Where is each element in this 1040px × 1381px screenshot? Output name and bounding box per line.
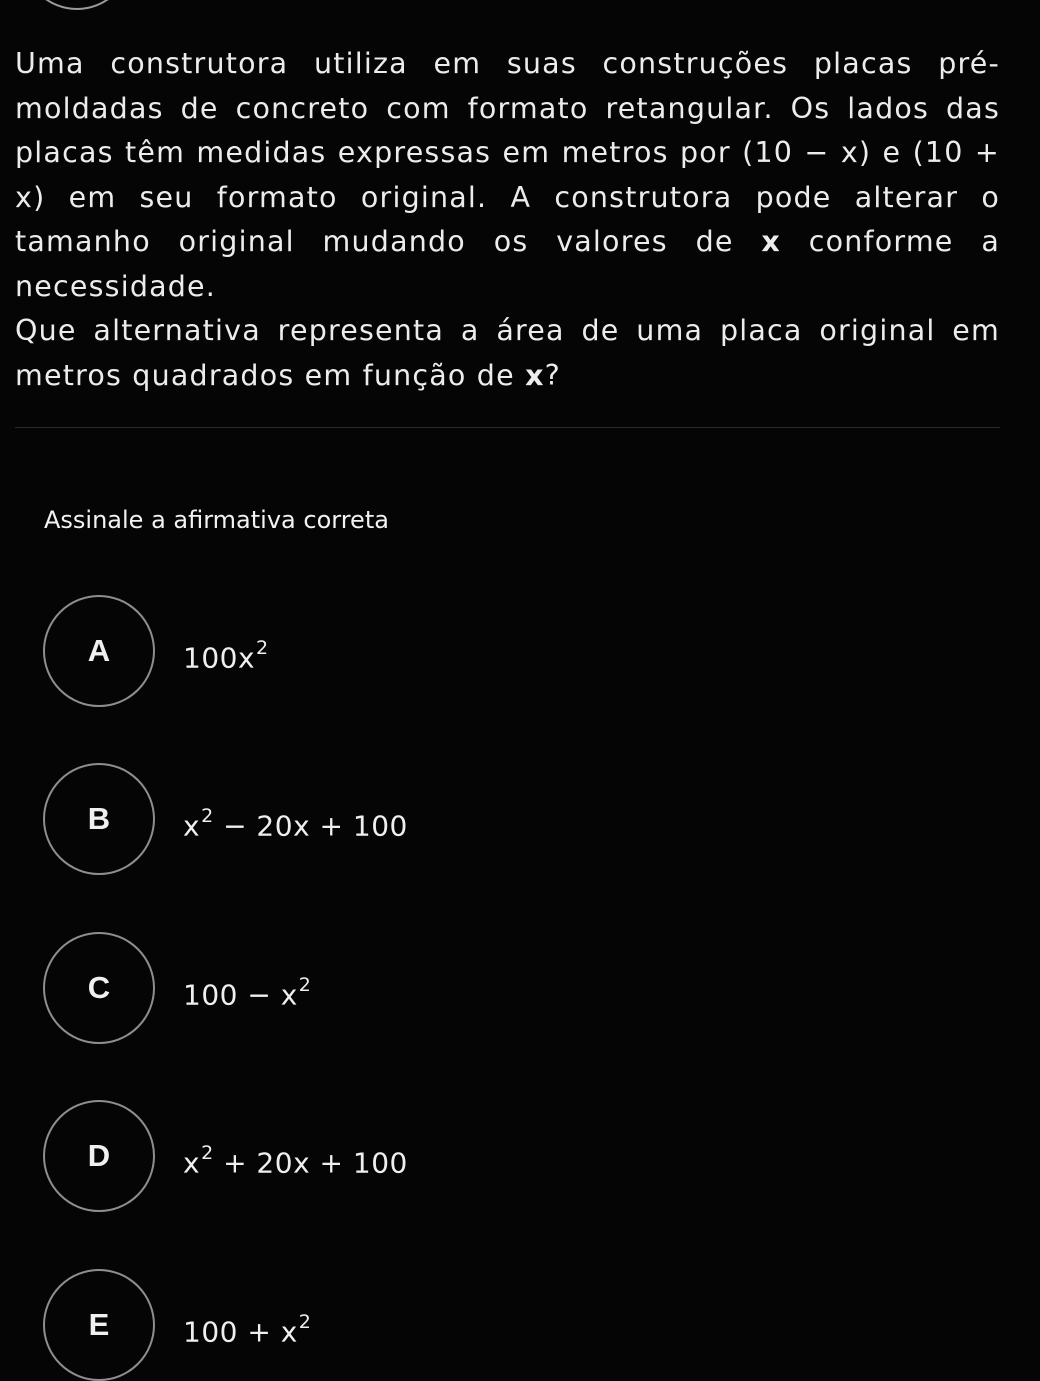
- divider: [15, 427, 1000, 428]
- question-text: [15, 42, 1000, 398]
- previous-option-circle: [22, 0, 132, 10]
- question-paragraph-1: Uma construtora utiliza em suas construções placas pré-moldadas de concreto com formato retangular. Os lados das placas têm medidas expressas em metros por (10 − x) e (10 + x) em seu formato original. A construtora pode alterar o tamanho original mudando os valores de x conforme a necessidade.: [15, 47, 1000, 303]
- variable-x: x: [525, 358, 545, 392]
- question-paragraph-2: Que alternativa representa a área de uma placa original em metros quadrados em função de x?: [15, 314, 1000, 392]
- option-b[interactable]: [43, 763, 943, 875]
- option-answer[interactable]: $100 - x^2$: [183, 974, 312, 1012]
- option-answer[interactable]: $x^2 + 20x + 100$: [183, 1142, 408, 1180]
- option-d[interactable]: [43, 1100, 943, 1212]
- instruction-text: Assinale a afirmativa correta: [44, 506, 389, 534]
- option-letter-circle[interactable]: E: [43, 1269, 155, 1381]
- option-letter-circle[interactable]: D: [43, 1100, 155, 1212]
- option-a[interactable]: [43, 595, 943, 707]
- option-letter-circle[interactable]: C: [43, 932, 155, 1044]
- option-c[interactable]: [43, 932, 943, 1044]
- option-letter-circle[interactable]: B: [43, 763, 155, 875]
- option-e[interactable]: [43, 1269, 943, 1381]
- option-letter-circle[interactable]: A: [43, 595, 155, 707]
- variable-x: x: [761, 225, 781, 258]
- option-answer[interactable]: $100 + x^2$: [183, 1311, 312, 1349]
- option-answer[interactable]: $100x^2$: [183, 637, 269, 675]
- option-answer[interactable]: $x^2 - 20x + 100$: [183, 805, 408, 843]
